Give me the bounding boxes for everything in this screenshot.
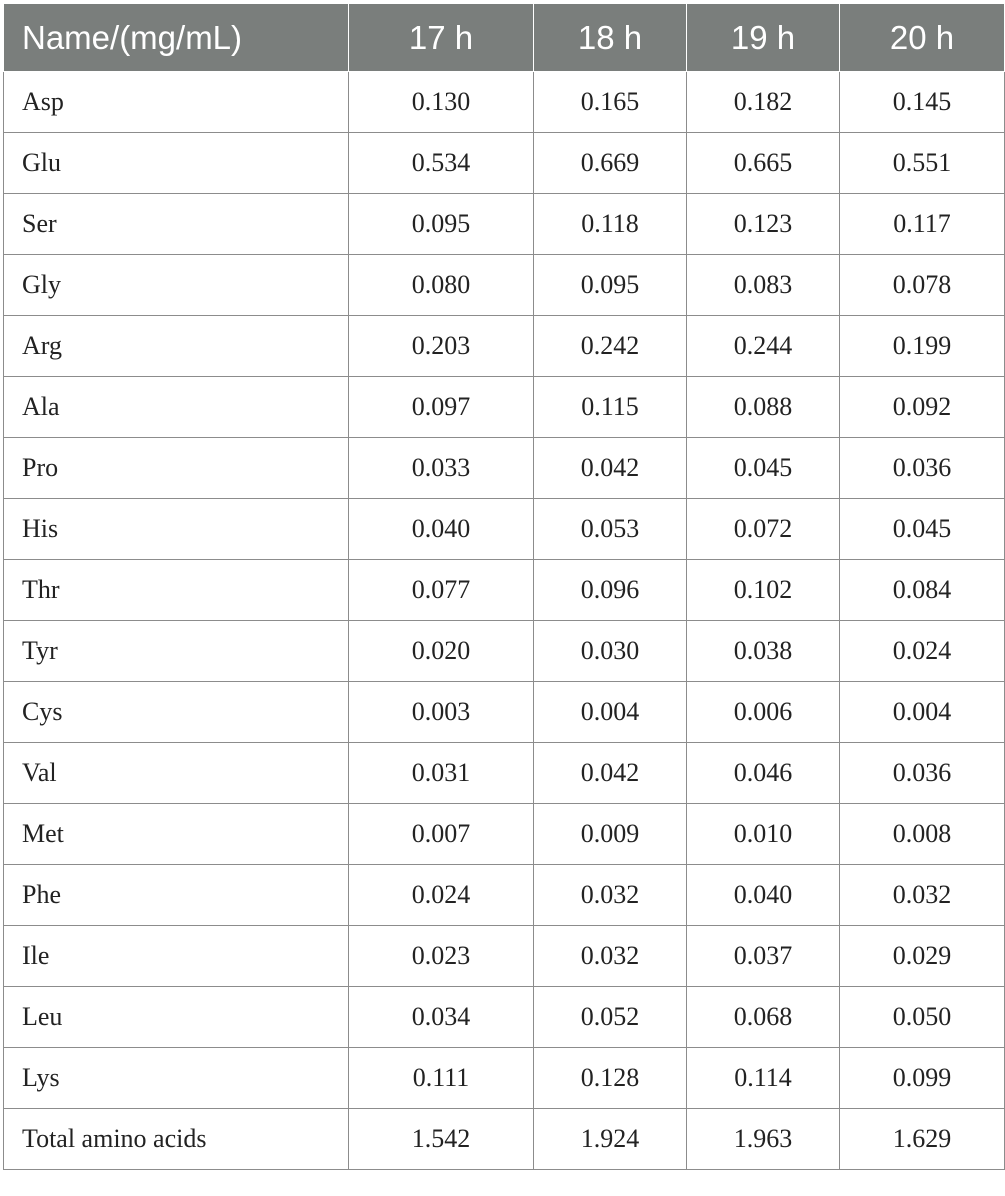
cell-name: His xyxy=(4,499,349,560)
cell-18h: 0.042 xyxy=(534,743,687,804)
cell-19h: 0.038 xyxy=(687,621,840,682)
table-row xyxy=(4,133,1005,194)
cell-name: Ala xyxy=(4,377,349,438)
cell-20h: 0.032 xyxy=(840,865,1005,926)
cell-18h: 0.096 xyxy=(534,560,687,621)
cell-17h: 0.003 xyxy=(349,682,534,743)
cell-19h: 0.182 xyxy=(687,72,840,133)
cell-17h: 0.034 xyxy=(349,987,534,1048)
cell-19h: 0.037 xyxy=(687,926,840,987)
header-20h: 20 h xyxy=(840,4,1005,72)
cell-name: Gly xyxy=(4,255,349,316)
table-row xyxy=(4,377,1005,438)
cell-19h: 0.006 xyxy=(687,682,840,743)
table-row xyxy=(4,438,1005,499)
cell-17h: 0.080 xyxy=(349,255,534,316)
header-19h: 19 h xyxy=(687,4,840,72)
cell-20h: 0.078 xyxy=(840,255,1005,316)
cell-19h: 0.083 xyxy=(687,255,840,316)
cell-17h: 0.534 xyxy=(349,133,534,194)
cell-20h: 0.036 xyxy=(840,438,1005,499)
cell-17h: 0.077 xyxy=(349,560,534,621)
cell-18h: 0.030 xyxy=(534,621,687,682)
table-row xyxy=(4,72,1005,133)
cell-18h: 0.165 xyxy=(534,72,687,133)
cell-17h: 0.130 xyxy=(349,72,534,133)
table-row xyxy=(4,194,1005,255)
cell-20h: 0.024 xyxy=(840,621,1005,682)
cell-20h: 0.029 xyxy=(840,926,1005,987)
cell-20h: 0.117 xyxy=(840,194,1005,255)
cell-20h: 0.004 xyxy=(840,682,1005,743)
cell-20h: 0.008 xyxy=(840,804,1005,865)
header-18h: 18 h xyxy=(534,4,687,72)
cell-19h: 0.114 xyxy=(687,1048,840,1109)
cell-20h: 0.092 xyxy=(840,377,1005,438)
cell-20h: 0.045 xyxy=(840,499,1005,560)
cell-name: Phe xyxy=(4,865,349,926)
cell-17h: 0.031 xyxy=(349,743,534,804)
cell-20h: 0.050 xyxy=(840,987,1005,1048)
cell-18h: 0.032 xyxy=(534,926,687,987)
cell-17h: 1.542 xyxy=(349,1109,534,1170)
cell-18h: 0.115 xyxy=(534,377,687,438)
cell-name: Leu xyxy=(4,987,349,1048)
cell-19h: 0.665 xyxy=(687,133,840,194)
cell-17h: 0.095 xyxy=(349,194,534,255)
table-row xyxy=(4,1048,1005,1109)
cell-name: Total amino acids xyxy=(4,1109,349,1170)
cell-20h: 0.551 xyxy=(840,133,1005,194)
table-row xyxy=(4,987,1005,1048)
cell-18h: 0.128 xyxy=(534,1048,687,1109)
table-row xyxy=(4,865,1005,926)
table-row xyxy=(4,560,1005,621)
cell-18h: 0.032 xyxy=(534,865,687,926)
table-row xyxy=(4,743,1005,804)
cell-name: Cys xyxy=(4,682,349,743)
cell-18h: 0.004 xyxy=(534,682,687,743)
cell-19h: 0.040 xyxy=(687,865,840,926)
cell-17h: 0.111 xyxy=(349,1048,534,1109)
cell-18h: 0.669 xyxy=(534,133,687,194)
table-row xyxy=(4,255,1005,316)
cell-18h: 0.053 xyxy=(534,499,687,560)
cell-18h: 0.042 xyxy=(534,438,687,499)
cell-18h: 0.242 xyxy=(534,316,687,377)
cell-18h: 1.924 xyxy=(534,1109,687,1170)
cell-18h: 0.009 xyxy=(534,804,687,865)
cell-17h: 0.040 xyxy=(349,499,534,560)
cell-19h: 0.244 xyxy=(687,316,840,377)
table-row xyxy=(4,316,1005,377)
cell-19h: 0.102 xyxy=(687,560,840,621)
cell-name: Tyr xyxy=(4,621,349,682)
cell-name: Ser xyxy=(4,194,349,255)
table-row xyxy=(4,926,1005,987)
cell-19h: 0.045 xyxy=(687,438,840,499)
cell-20h: 0.145 xyxy=(840,72,1005,133)
table-row xyxy=(4,621,1005,682)
header-row xyxy=(4,4,1005,72)
table-row xyxy=(4,682,1005,743)
cell-17h: 0.024 xyxy=(349,865,534,926)
table-row xyxy=(4,804,1005,865)
cell-17h: 0.033 xyxy=(349,438,534,499)
cell-19h: 0.010 xyxy=(687,804,840,865)
cell-17h: 0.097 xyxy=(349,377,534,438)
cell-20h: 0.199 xyxy=(840,316,1005,377)
table-body xyxy=(4,72,1005,1170)
cell-19h: 0.072 xyxy=(687,499,840,560)
cell-name: Thr xyxy=(4,560,349,621)
cell-18h: 0.052 xyxy=(534,987,687,1048)
amino-acid-table xyxy=(3,4,1005,1170)
cell-19h: 0.123 xyxy=(687,194,840,255)
header-name: Name/(mg/mL) xyxy=(4,4,349,72)
cell-name: Asp xyxy=(4,72,349,133)
cell-name: Ile xyxy=(4,926,349,987)
cell-19h: 0.046 xyxy=(687,743,840,804)
cell-17h: 0.203 xyxy=(349,316,534,377)
cell-name: Met xyxy=(4,804,349,865)
cell-name: Pro xyxy=(4,438,349,499)
cell-19h: 0.088 xyxy=(687,377,840,438)
cell-18h: 0.095 xyxy=(534,255,687,316)
cell-19h: 0.068 xyxy=(687,987,840,1048)
cell-17h: 0.023 xyxy=(349,926,534,987)
cell-name: Lys xyxy=(4,1048,349,1109)
cell-17h: 0.007 xyxy=(349,804,534,865)
header-17h: 17 h xyxy=(349,4,534,72)
cell-18h: 0.118 xyxy=(534,194,687,255)
table-row xyxy=(4,499,1005,560)
cell-20h: 1.629 xyxy=(840,1109,1005,1170)
cell-20h: 0.099 xyxy=(840,1048,1005,1109)
cell-19h: 1.963 xyxy=(687,1109,840,1170)
table-row xyxy=(4,1109,1005,1170)
cell-name: Glu xyxy=(4,133,349,194)
cell-20h: 0.084 xyxy=(840,560,1005,621)
cell-name: Arg xyxy=(4,316,349,377)
cell-20h: 0.036 xyxy=(840,743,1005,804)
cell-17h: 0.020 xyxy=(349,621,534,682)
cell-name: Val xyxy=(4,743,349,804)
